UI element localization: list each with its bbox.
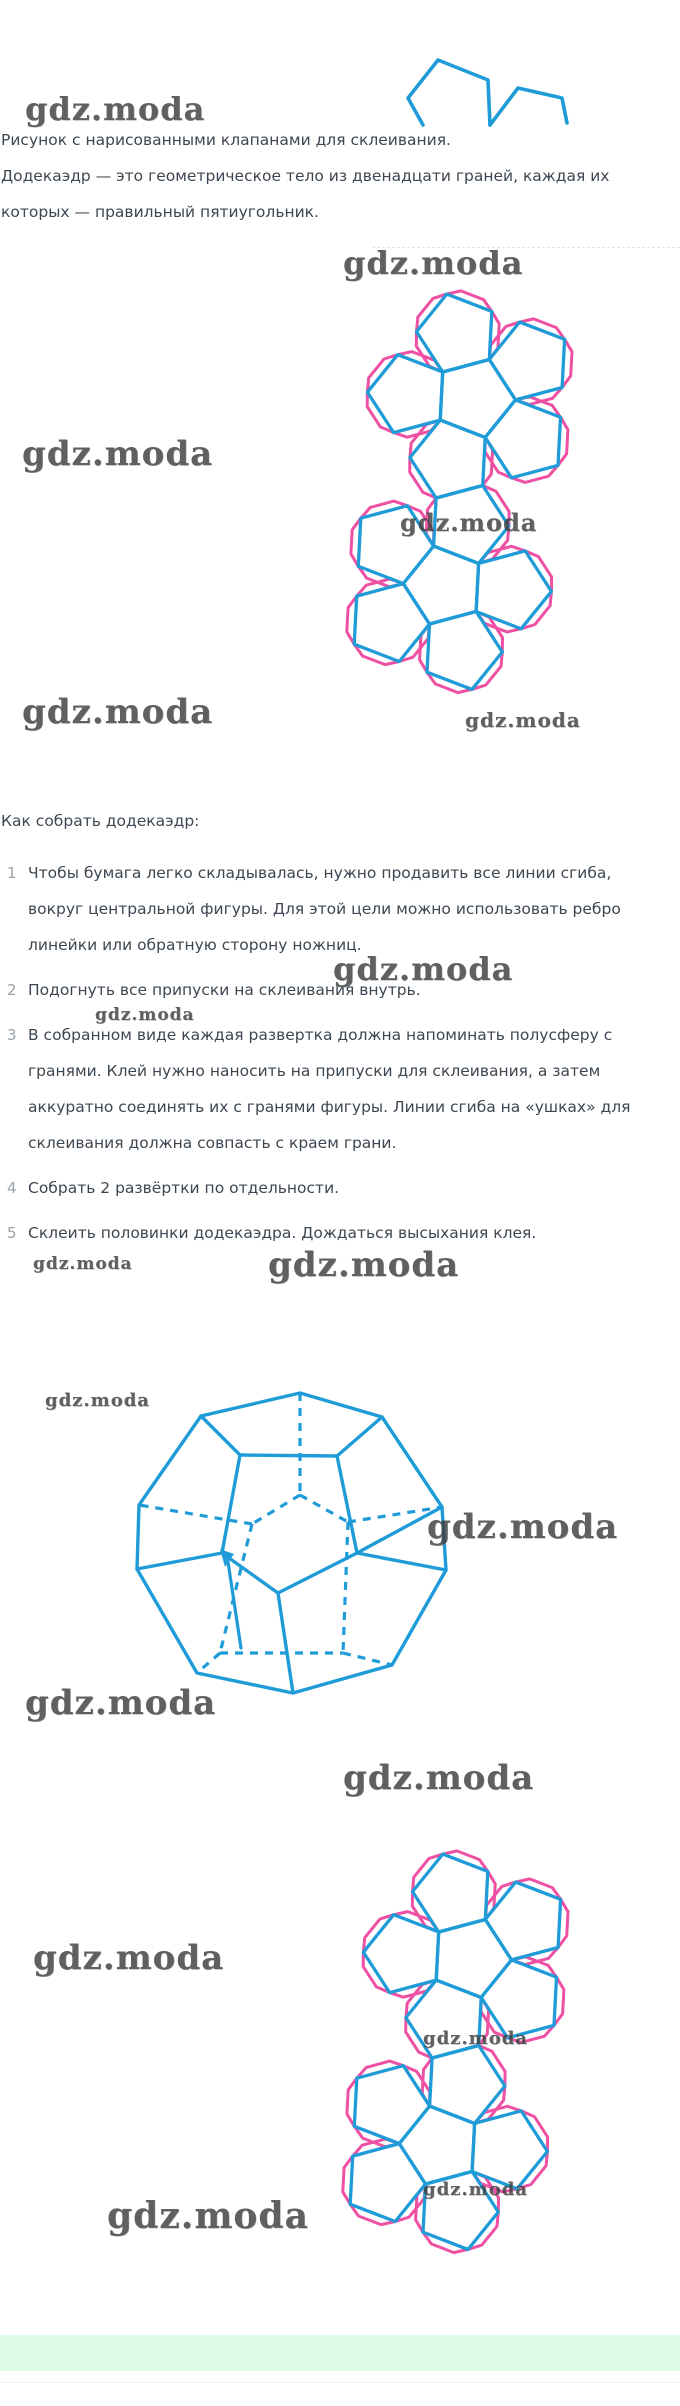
- step-item: [0, 1170, 648, 1206]
- step-item: [0, 855, 648, 963]
- net-fragment-figure: [408, 60, 567, 125]
- watermark: gdz.moda: [268, 1245, 460, 1285]
- dodecahedron-wireframe-figure: [137, 1393, 446, 1693]
- steps-list: [0, 855, 648, 1260]
- watermark: gdz.moda: [25, 90, 206, 128]
- step-number: 4: [7, 1179, 17, 1197]
- watermark: gdz.moda: [95, 1005, 195, 1025]
- watermark: gdz.moda: [423, 2028, 528, 2049]
- howto-heading: Как собрать додекаэдр:: [1, 812, 200, 830]
- intro-body: Додекаэдр — это геометрическое тело из двенадцати граней, каждая их которых — правильный пятиугольник.: [1, 167, 610, 221]
- intro-block: [1, 122, 665, 230]
- step-text: Подогнуть все припуски на склеивания внутрь.: [28, 981, 421, 999]
- step-number: 1: [7, 864, 17, 882]
- step-item: [0, 1017, 648, 1161]
- watermark: gdz.moda: [45, 1390, 150, 1411]
- step-number: 5: [7, 1224, 17, 1242]
- watermark: gdz.moda: [400, 508, 538, 537]
- intro-caption: Рисунок с нарисованными клапанами для склеивания.: [1, 131, 451, 149]
- watermark: gdz.moda: [22, 434, 214, 474]
- watermark: gdz.moda: [33, 1254, 133, 1274]
- step-text: Собрать 2 развёртки по отдельности.: [28, 1179, 340, 1197]
- watermark: gdz.moda: [25, 1683, 217, 1723]
- step-number: 3: [7, 1026, 17, 1044]
- footer-divider: [0, 2382, 680, 2383]
- watermark: gdz.moda: [22, 692, 214, 732]
- footer-bar: [0, 2335, 680, 2371]
- step-text: В собранном виде каждая развертка должна напоминать полусферу с гранями. Клей нужно наносить на припуски для склеивания, а затем аккуратно соединять их с гранями фигуры. Линии сгиба на «ушках» для склеивания должна совпасть с краем грани.: [28, 1026, 631, 1152]
- watermark: gdz.moda: [343, 244, 524, 282]
- step-text: Склеить половинки додекаэдра. Дождаться высыхания клея.: [28, 1224, 537, 1242]
- watermark: gdz.moda: [333, 950, 514, 988]
- watermark: gdz.moda: [423, 2179, 528, 2200]
- step-text: Чтобы бумага легко складывалась, нужно продавить все линии сгиба, вокруг центральной фигуры. Для этой цели можно использовать ребро линейки или обратную сторону ножниц.: [28, 864, 621, 954]
- watermark: gdz.moda: [343, 1758, 535, 1798]
- step-number: 2: [7, 981, 17, 999]
- step-item: [0, 972, 648, 1008]
- watermark: gdz.moda: [465, 708, 581, 732]
- watermark: gdz.moda: [107, 2195, 309, 2237]
- dodecahedron-net-figure: [347, 291, 572, 693]
- watermark: gdz.moda: [33, 1938, 225, 1978]
- watermark: gdz.moda: [427, 1507, 619, 1547]
